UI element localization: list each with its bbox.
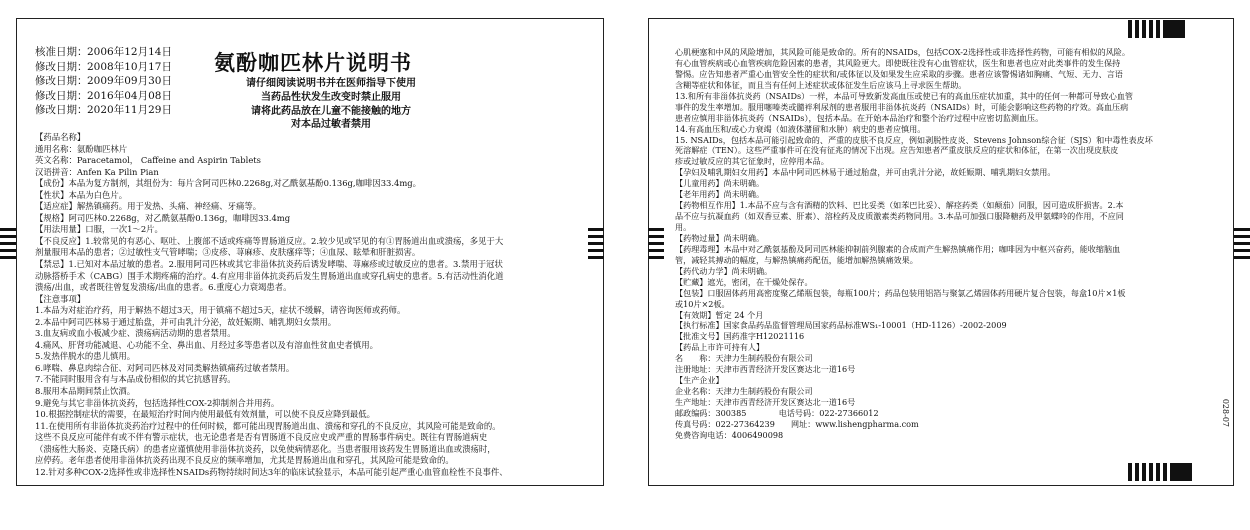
text-line: 11.在使用所有非甾体抗炎药治疗过程中的任何时候，都可能出现胃肠道出血、溃疡和穿孔的不良反应，其风险可能是致命的。 — [35, 420, 501, 431]
barcode-mark-top — [1128, 20, 1185, 38]
warning-line: 当药品性状发生改变时禁止服用 — [261, 91, 401, 103]
text-line: 溃疡/出血，或者既往曾复发溃疡/出血的患者。6.重度心力衰竭患者。 — [35, 282, 292, 293]
date-row: 修改日期：2016年04月08日 — [35, 89, 172, 102]
date-block — [35, 45, 172, 118]
text-line: 含糊等症状和体征，而且当有任何上述症状或体征发生后应该马上寻求医生帮助。 — [675, 79, 967, 90]
warning-line: 请将此药品放在儿童不能接触的地方 — [251, 105, 411, 117]
text-line: 或10片×2板。 — [675, 298, 730, 309]
warning-line: 请仔细阅读说明书并在医师指导下使用 — [246, 78, 416, 89]
text-line: 【药品上市许可持有人】 — [675, 342, 765, 353]
text-line: 【孕妇及哺乳期妇女用药】本品中阿司匹林易于通过胎盘，并可由乳汁分泌，故妊娠期、哺乳期妇女禁用。 — [675, 167, 1056, 178]
document-title: 氨酚咖匹林片说明书 — [214, 51, 412, 75]
text-line: 【不良反应】1.较常见的有恶心、呕吐、上腹部不适或疼痛等胃肠道反应。2.较少见或罕见的有①胃肠道出血或溃疡，多见于大 — [35, 235, 504, 246]
text-line: 【儿童用药】尚未明确。 — [675, 178, 765, 189]
barcode-mark-bottom — [1128, 463, 1192, 481]
date-row: 核准日期：2006年12月14日 — [35, 46, 172, 58]
text-line: 【用法用量】口服，一次1～2片。 — [35, 224, 163, 235]
text-line: 14.有高血压和/或心力衰竭（如液体潴留和水肿）病史的患者应慎用。 — [675, 123, 926, 134]
text-line: 传真号码：022-27364239 网址：www.lishengpharma.com — [675, 418, 919, 429]
text-line: 4.痛风、肝肾功能减退、心功能不全、鼻出血、月经过多等患者以及有溶血性贫血史者慎用。 — [35, 339, 378, 350]
date-row: 修改日期：2008年10月17日 — [35, 60, 172, 73]
leaflet-left-panel — [16, 18, 604, 486]
text-line: 2.本品中阿司匹林易于通过胎盘，并可由乳汁分泌，故妊娠期、哺乳期妇女禁用。 — [35, 316, 337, 327]
text-line: （溃疡性大肠炎、克隆氏病）的患者应谨慎使用非甾体抗炎药，以免使病情恶化。当患者服用该药发生胃肠道出血或溃疡时， — [35, 443, 496, 454]
text-line: 心肌梗塞和中风的风险增加，其风险可能是致命的。所有的NSAIDs，包括COX-2选择性或非选择性药物，可能有相似的风险。 — [675, 47, 1130, 57]
text-line: 名 称：天津力生制药股份有限公司 — [675, 353, 813, 364]
text-line: 【药品名称】 — [35, 132, 86, 142]
registration-mark-left — [0, 228, 16, 266]
text-line: 【批准文号】国药准字H12021116 — [675, 331, 805, 342]
text-line: 【禁忌】1.已知对本品过敏的患者。2.服用阿司匹林或其它非甾体抗炎药后诱发哮喘、荨麻疹或过敏反应的患者。3.禁用于冠状 — [35, 259, 503, 270]
text-line: 事件的发生率增加。服用噻嗪类或髓袢利尿剂的患者服用非甾体抗炎药（NSAIDs）时，可能会影响这些药物的疗效。高血压病 — [675, 101, 1129, 112]
registration-mark-right — [1234, 228, 1250, 266]
right-body-text — [675, 47, 1215, 441]
text-line: 【规格】阿司匹林0.2268g，对乙酰氨基酚0.136g，咖啡因33.4mg — [35, 212, 291, 223]
text-line: 企业名称：天津力生制药股份有限公司 — [675, 386, 813, 397]
text-line: 7.不能同时服用含有与本品成份相似的其它抗感冒药。 — [35, 374, 236, 385]
leaflet-right-panel — [648, 18, 1234, 486]
text-line: 这些不良反应可能伴有或不伴有警示症状，也无论患者是否有胃肠道不良反应史或严重的胃肠事件病史。既往有胃肠道病史 — [35, 432, 488, 443]
text-line: 管，减轻其搏动的幅度，与解热镇痛药配伍，能增加解热镇痛效果。 — [675, 254, 918, 265]
text-line: 15. NSAIDs，包括本品可能引起致命的、严重的皮肤不良反应，例如剥脱性皮炎、Stevens Johnson综合征（SJS）和中毒性表皮坏 — [675, 134, 1153, 145]
text-line: 【药理毒理】本品中对乙酰氨基酚及阿司匹林能抑制前列腺素的合成而产生解热镇痛作用；咖啡因为中枢兴奋药，能收缩脑血 — [675, 243, 1121, 254]
vertical-code: 028-07 — [1221, 398, 1230, 427]
text-line: 英文名称：Paracetamol， Caffeine and Aspirin Tablets — [35, 155, 261, 166]
text-line: 应停药。老年患者使用非甾体抗炎药出现不良反应的频率增加，尤其是胃肠道出血和穿孔，其风险可能是致命的。 — [35, 455, 454, 466]
text-line: 【生产企业】 — [675, 375, 724, 386]
text-line: 邮政编码：300385 电话号码：022-27366012 — [675, 407, 879, 418]
text-line: 3.血友病或血小板减少症、溃疡病活动期的患者禁用。 — [35, 328, 236, 339]
text-line: 【性状】本品为白色片。 — [35, 189, 128, 200]
text-line: 通用名称：氨酚咖匹林片 — [35, 143, 128, 154]
text-line: 品不应与抗凝血药（如双香豆素、肝素）、溶栓药及皮质激素类药物同用。3.本品可加强口服降糖药及甲氨蝶呤的作用，不应同 — [675, 211, 1124, 222]
text-line: 5.发热伴脱水的患儿慎用。 — [35, 351, 136, 362]
text-line: 9.避免与其它非甾体抗炎药，包括选择性COX-2抑制剂合并用药。 — [35, 397, 280, 408]
text-line: 【成份】本品为复方制剂，其组份为：每片含阿司匹林0.2268g,对乙酰氨基酚0.136g,咖啡因33.4mg。 — [35, 178, 422, 189]
text-line: 生产地址：天津市西青经济开发区赛达北一道16号 — [675, 397, 856, 407]
text-line: 【药代动力学】尚未明确。 — [675, 265, 773, 276]
left-body-text — [35, 132, 590, 478]
text-line: 警惕。应告知患者严重心血管安全性的症状和/或体征以及如果发生应采取的步骤。患者应该警惕诸如胸痛、气短、无力、言语 — [675, 68, 1123, 79]
text-line: 【适应症】解热镇痛药。用于发热、头痛、神经痛、牙痛等。 — [35, 201, 262, 212]
text-line: 注册地址：天津市西青经济开发区赛达北一道16号 — [675, 364, 856, 375]
text-line: 【包装】口服固体药用高密度聚乙烯瓶包装，每瓶100片；药品包装用铝箔与聚氯乙烯固体药用硬片复合包装，每盒10片×1板 — [675, 287, 1126, 298]
text-line: 6.哮喘、鼻息肉综合征、对阿司匹林及对同类解热镇痛药过敏者禁用。 — [35, 362, 295, 373]
text-line: 疹或过敏反应的其它征象时，应停用本品。 — [675, 156, 829, 167]
date-row: 修改日期：2009年09月30日 — [35, 75, 172, 88]
text-line: 12.针对多种COX-2选择性或非选择性NSAIDs药物持续时间达3年的临床试验显示，本品可能引起严重心血管血栓性不良事件、 — [35, 466, 508, 477]
text-line: 【注意事项】 — [35, 293, 86, 304]
warning-line: 对本品过敏者禁用 — [291, 119, 371, 131]
text-line: 免费咨询电话：4006490098 — [675, 429, 784, 440]
text-line: 剂量服用本品的患者；②过敏性支气管哮喘；③皮疹、荨麻疹、皮肤瘙痒等；④血尿、眩晕和肝脏损害。 — [35, 247, 421, 258]
text-line: 动脉搭桥手术（CABG）围手术期疼痛的治疗。4.有应用非甾体抗炎药后发生胃肠道出血或穿孔病史的患者。5.有活动性消化道 — [35, 270, 504, 281]
text-line: 【药物相互作用】1.本品不应与含有酒精的饮料、巴比妥类（如苯巴比妥）、解痉药类（如颠茄）同服，因可造成肝损害。2.本 — [675, 200, 1124, 211]
text-line: 【有效期】暂定 24 个月 — [675, 309, 764, 320]
text-line: 【老年用药】尚未明确。 — [675, 189, 765, 200]
text-line: 【贮藏】遮光，密闭，在干燥处保存。 — [675, 276, 813, 287]
text-line: 有心血管疾病或心血管疾病危险因素的患者，其风险更大。即使既往没有心血管症状，医生和患者也应对此类事件的发生保持 — [675, 57, 1121, 68]
text-line: 汉语拼音：Anfen Ka Pilin Pian — [35, 166, 159, 177]
date-row: 修改日期：2020年11月29日 — [35, 104, 172, 117]
text-line: 【执行标准】国家食品药品监督管理局国家药品标准WS₁-10001（HD-1126）-2002-2009 — [675, 320, 1007, 331]
text-line: 患者应慎用非甾体抗炎药（NSAIDs），包括本品。在开始本品治疗和整个治疗过程中应密切监测血压。 — [675, 112, 1044, 123]
registration-mark-mid-right — [648, 228, 664, 266]
text-line: 8.服用本品期间禁止饮酒。 — [35, 386, 136, 397]
text-line: 10.根据控制症状的需要，在最短治疗时间内使用最低有效剂量，可以使不良反应降到最低。 — [35, 409, 375, 420]
text-line: 1.本品为对症治疗药，用于解热不超过3天，用于镇痛不超过5天，症状不缓解，请咨询医师或药师。 — [35, 305, 406, 316]
warning-block — [211, 77, 451, 132]
registration-mark-mid-left — [588, 228, 604, 266]
text-line: 用。 — [675, 222, 692, 232]
text-line: 13.和所有非甾体抗炎药（NSAIDs）一样，本品可导致新发高血压或使已有的高血压症状加重，其中的任何一种都可导致心血管 — [675, 90, 1133, 101]
text-line: 【药物过量】尚未明确。 — [675, 232, 765, 243]
text-line: 死溶解症（TEN）。这些严重事件可在没有征兆的情况下出现。应告知患者严重皮肤反应的症状和体征，在第一次出现皮肤皮 — [675, 145, 1119, 156]
